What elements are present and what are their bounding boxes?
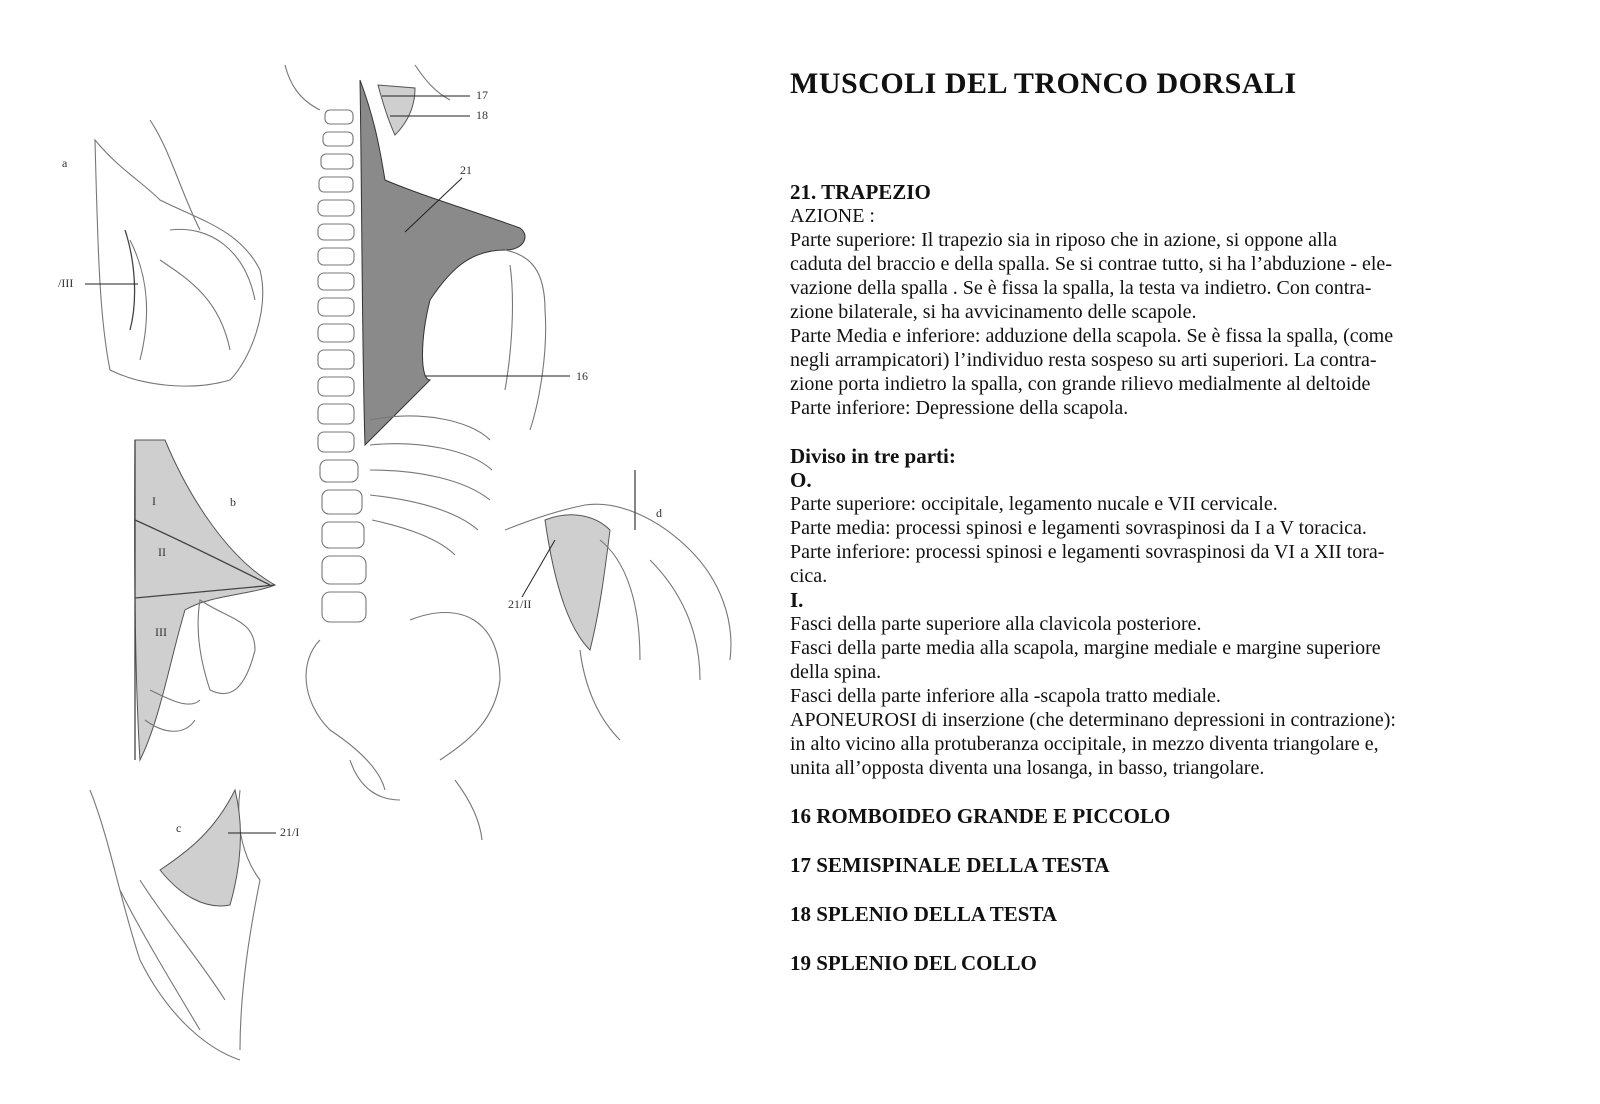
muscle-entry-18: 18 SPLENIO DELLA TESTA [790, 902, 1058, 926]
anatomy-drawing [0, 0, 780, 1104]
figure-d-part-label: 21/II [508, 597, 532, 611]
azione-label: AZIONE : [790, 205, 875, 227]
text-panel [790, 66, 1580, 1000]
figure-a-part-label: /III [58, 276, 74, 290]
figure-b-part2-label: II [158, 545, 166, 559]
insertion-line: Fasci della parte inferiore alla -scapola tratto mediale. [790, 685, 1221, 707]
diviso-heading: Diviso in tre parti: [790, 444, 956, 468]
azione-line: Parte Media e inferiore: adduzione della scapola. Se è fissa la spalla, (come [790, 325, 1394, 347]
figure-c-label: c [176, 821, 182, 835]
figure-c-part-label: 21/I [280, 825, 300, 839]
figure-a [58, 120, 263, 386]
azione-line: Parte superiore: Il trapezio sia in riposo che in azione, si oppone alla [790, 229, 1338, 251]
figure-b-part1-label: I [152, 494, 156, 508]
insertion-line: della spina. [790, 661, 882, 683]
label-17: 17 [476, 88, 488, 102]
insertion-line: APONEUROSI di inserzione (che determinano depressioni in contrazione): [790, 709, 1396, 731]
anatomy-illustrations [0, 0, 780, 1104]
azione-line: vazione della spalla . Se è fissa la spalla, la testa va indietro. Con contra- [790, 277, 1372, 299]
label-21: 21 [460, 163, 472, 177]
muscle-entry-16: 16 ROMBOIDEO GRANDE E PICCOLO [790, 804, 1171, 828]
origin-line: Parte superiore: occipitale, legamento nucale e VII cervicale. [790, 493, 1278, 515]
origin-line: cica. [790, 565, 828, 587]
figure-d [505, 470, 731, 740]
figure-c [90, 790, 299, 1060]
spine-column [318, 110, 366, 622]
muscle-entry-19: 19 SPLENIO DEL COLLO [790, 951, 1037, 975]
figure-main-back [285, 65, 588, 840]
azione-line: Parte inferiore: Depressione della scapola. [790, 397, 1129, 419]
figure-b-part3-label: III [155, 625, 167, 639]
origin-label: O. [790, 468, 812, 492]
azione-line: caduta del braccio e della spalla. Se si contrae tutto, si ha l’abduzione - ele- [790, 253, 1392, 275]
insertion-line: Fasci della parte media alla scapola, margine mediale e margine superiore [790, 637, 1381, 659]
azione-line: negli arrampicatori) l’individuo resta sospeso su arti superiori. La contra- [790, 349, 1377, 371]
insertion-line: unita all’opposta diventa una losanga, in basso, triangolare. [790, 757, 1265, 779]
azione-line: zione porta indietro la spalla, con grande rilievo medialmente al deltoide [790, 373, 1371, 395]
muscle-entry-17: 17 SEMISPINALE DELLA TESTA [790, 853, 1110, 877]
insertion-label: I. [790, 588, 804, 612]
origin-line: Parte inferiore: processi spinosi e legamenti sovraspinosi da VI a XII tora- [790, 541, 1385, 563]
figure-d-label: d [656, 506, 662, 520]
figure-b-label: b [230, 495, 236, 509]
trapezio-heading: 21. TRAPEZIO [790, 180, 931, 204]
page-title: MUSCOLI DEL TRONCO DORSALI [790, 67, 1297, 100]
figure-a-label: a [62, 156, 68, 170]
insertion-line: in alto vicino alla protuberanza occipitale, in mezzo diventa triangolare e, [790, 733, 1379, 755]
origin-line: Parte media: processi spinosi e legamenti sovraspinosi da I a V toracica. [790, 517, 1367, 539]
azione-line: zione bilaterale, si ha avvicinamento delle scapole. [790, 301, 1197, 323]
label-18: 18 [476, 108, 488, 122]
label-16: 16 [576, 369, 588, 383]
insertion-line: Fasci della parte superiore alla clavicola posteriore. [790, 613, 1202, 635]
figure-b [135, 440, 275, 760]
